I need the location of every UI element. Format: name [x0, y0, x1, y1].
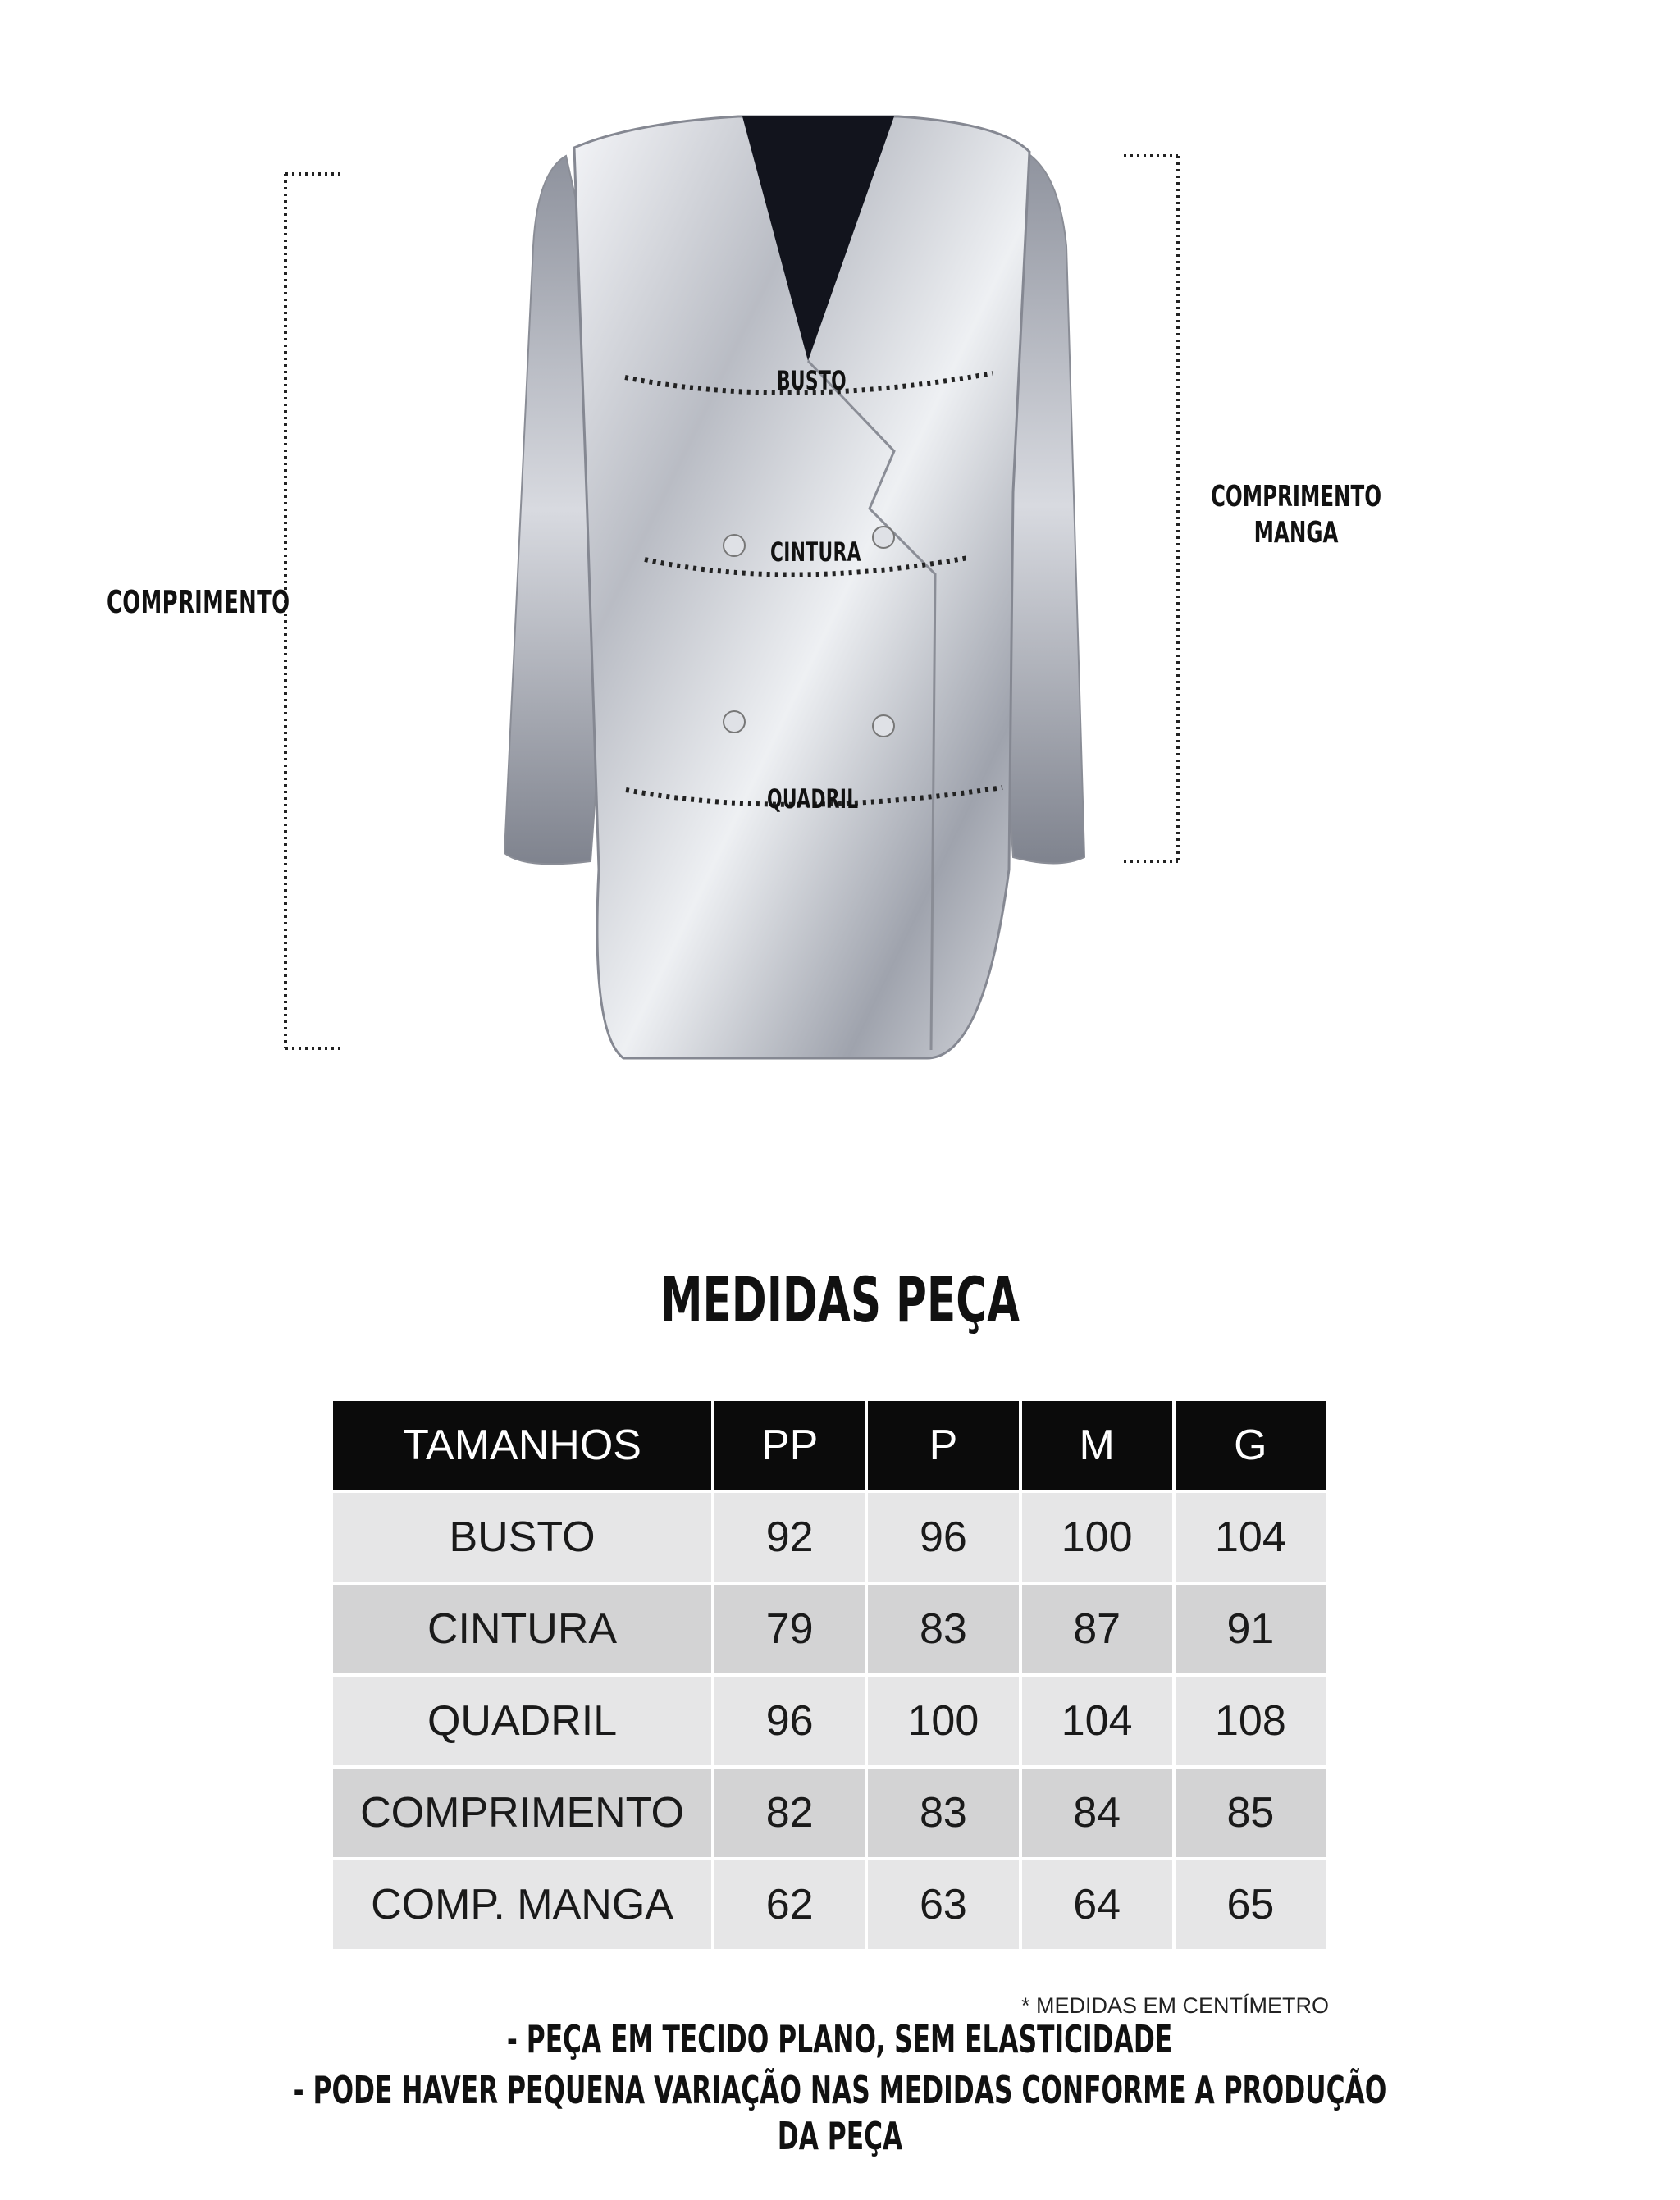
table-cell: 79: [714, 1585, 865, 1673]
table-cell: 85: [1176, 1769, 1326, 1857]
table-cell: 108: [1176, 1677, 1326, 1765]
table-cell: 82: [714, 1769, 865, 1857]
table-cell: 104: [1176, 1493, 1326, 1582]
header-m: M: [1022, 1401, 1172, 1490]
section-title: MEDIDAS PEÇA: [660, 1263, 1020, 1336]
comprimento-manga-label: COMPRIMENTO MANGA: [1210, 480, 1382, 550]
table-cell: 100: [1022, 1493, 1172, 1582]
table-row: [333, 1769, 1326, 1857]
header-tamanhos: TAMANHOS: [333, 1401, 711, 1490]
size-table: [330, 1398, 1329, 1952]
table-header-row: [333, 1401, 1326, 1490]
table-cell: 65: [1176, 1860, 1326, 1949]
button-4: [873, 715, 894, 737]
table-row: [333, 1677, 1326, 1765]
table-cell: 64: [1022, 1860, 1172, 1949]
comprimento-label: COMPRIMENTO: [107, 584, 290, 620]
row-label: COMPRIMENTO: [333, 1769, 711, 1857]
row-label: CINTURA: [333, 1585, 711, 1673]
footer-note-1: - PEÇA EM TECIDO PLANO, SEM ELASTICIDADE: [507, 2017, 1173, 2061]
table-cell: 83: [868, 1585, 1018, 1673]
button-2: [873, 527, 894, 548]
table-cell: 96: [714, 1677, 865, 1765]
table-cell: 91: [1176, 1585, 1326, 1673]
row-label: QUADRIL: [333, 1677, 711, 1765]
footer-note-2: - PODE HAVER PEQUENA VARIAÇÃO NAS MEDIDAS CONFORME A PRODUÇÃO DA PEÇA: [293, 2068, 1387, 2158]
cintura-label: CINTURA: [770, 536, 861, 568]
table-cell: 92: [714, 1493, 865, 1582]
table-cell: 83: [868, 1769, 1018, 1857]
table-cell: 100: [868, 1677, 1018, 1765]
table-cell: 62: [714, 1860, 865, 1949]
button-3: [724, 711, 745, 733]
table-cell: 96: [868, 1493, 1018, 1582]
quadril-label: QUADRIL: [767, 783, 859, 815]
units-note: * MEDIDAS EM CENTÍMETRO: [1020, 1993, 1329, 2018]
header-p: P: [868, 1401, 1018, 1490]
comprimento-bracket: [285, 174, 340, 1048]
table-cell: 87: [1022, 1585, 1172, 1673]
row-label: BUSTO: [333, 1493, 711, 1582]
table-row: [333, 1493, 1326, 1582]
table-row: [333, 1585, 1326, 1673]
header-pp: PP: [714, 1401, 865, 1490]
row-label: COMP. MANGA: [333, 1860, 711, 1949]
table-row: [333, 1860, 1326, 1949]
table-cell: 84: [1022, 1769, 1172, 1857]
table-cell: 63: [868, 1860, 1018, 1949]
garment-figure: [0, 0, 1680, 1099]
busto-label: BUSTO: [777, 365, 847, 396]
button-1: [724, 535, 745, 556]
table-cell: 104: [1022, 1677, 1172, 1765]
header-g: G: [1176, 1401, 1326, 1490]
